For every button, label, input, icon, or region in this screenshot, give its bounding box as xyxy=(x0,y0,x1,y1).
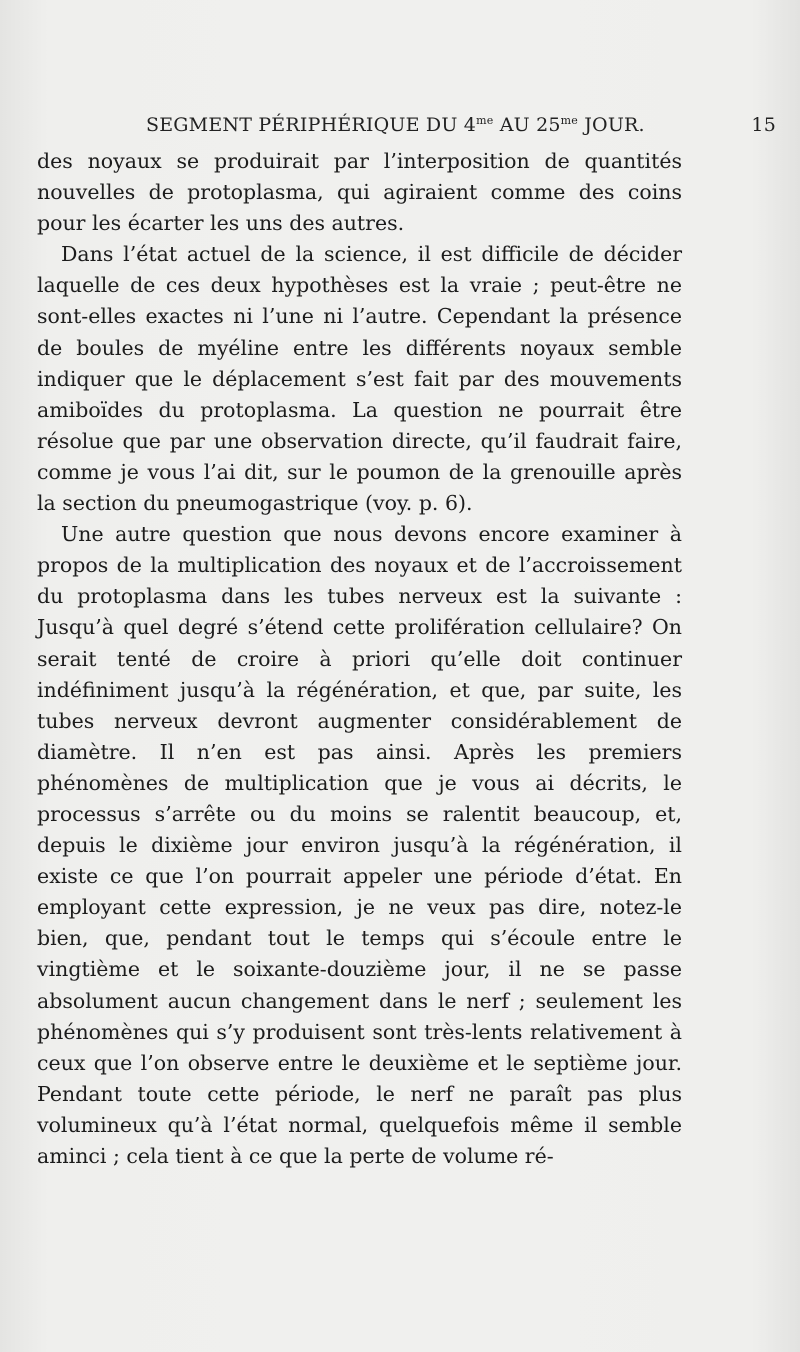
running-head-title: SEGMENT PÉRIPHÉRIQUE DU $4^{me}$ AU $25^{me}$ JOUR. xyxy=(146,114,645,136)
paragraph-1: des noyaux se produirait par l’interposition de quantités nouvelles de protoplasma, qui agiraient comme des coins pour les écarter les uns des autres. xyxy=(37,149,682,236)
page-number: 15 xyxy=(751,114,776,136)
running-head xyxy=(146,114,776,140)
body-text xyxy=(37,146,682,1172)
paragraph-3: Une autre question que nous devons encore examiner à propos de la multiplication des noyaux et de l’accroissement du protoplasma dans les tubes nerveux est la suivante : Jusqu’à quel degré s’étend cette prolifération cellulaire? On serait tenté de croire à priori qu’elle doit continuer indéfiniment jusqu’à la régénération, et que, par suite, les tubes nerveux devront augmenter considérablement de diamètre. Il n’en est pas ainsi. Après les premiers phénomènes de multiplication que je vous ai décrits, le processus s’arrête ou du moins se ralentit beaucoup, et, depuis le dixième jour environ jusqu’à la régénération, il existe ce que l’on pourrait appeler une période d’état. En employant cette expression, je ne veux pas dire, notez-le bien, que, pendant tout le temps qui s’écoule entre le vingtième et le soixante-douzième jour, il ne se passe absolument aucun changement dans le nerf ; seulement les phénomènes qui s’y produisent sont très-lents relativement à ceux que l’on observe entre le deuxième et le septième jour. Pendant toute cette période, le nerf ne paraît pas plus volumineux qu’à l’état normal, quelquefois même il semble aminci ; cela tient à ce que la perte de volume ré- xyxy=(37,522,682,1168)
paragraph-2: Dans l’état actuel de la science, il est difficile de décider laquelle de ces deux hypothèses est la vraie ; peut-être ne sont-elles exactes ni l’une ni l’autre. Cependant la présence de boules de myéline entre les différents noyaux semble indiquer que le déplacement s’est fait par des mouvements amiboïdes du protoplasma. La question ne pourrait être résolue que par une observation directe, qu’il faudrait faire, comme je vous l’ai dit, sur le poumon de la grenouille après la section du pneumogastrique (voy. p. 6). xyxy=(37,242,682,516)
